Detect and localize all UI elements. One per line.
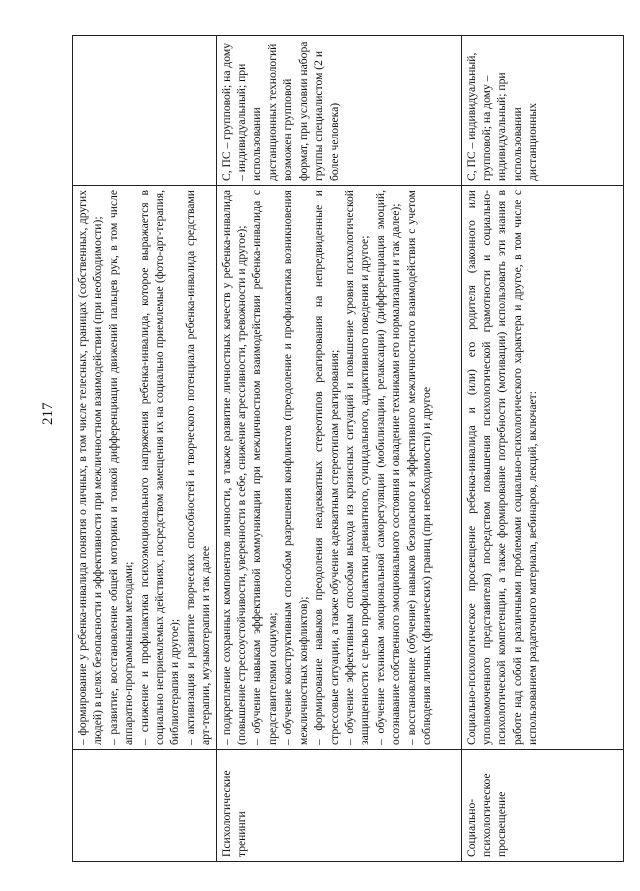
content-item: – обучение эффективным способам выхода из кризисных ситуаций и повышение уровня психологической защищенности с целью профилактики девиантного, суицидального, аддиктивного поведения и другое; xyxy=(342,190,372,745)
content-item: – восстановление (обучение) навыков безопасного и эффективного межличностного взаимодействия с учетом соблюдения личных (физических) границ (при необходимости) и другое xyxy=(404,190,433,745)
service-content-cell xyxy=(461,186,623,750)
content-item: – подкрепление сохранных компонентов личности, а также развитие личностных качеств у ребенка-инвалида (повышение стрессоустойчивости, уверенности в себе, снижение агрессивности, тревожности и другое); xyxy=(219,190,249,745)
content-item: – формирование навыков преодоления неадекватных стереотипов реагирования на непредвиденные и стрессовые ситуации, а также обучение адекватным стереотипам реагирования; xyxy=(312,190,341,745)
services-table xyxy=(72,35,624,862)
page-number: 217 xyxy=(40,402,56,425)
service-forms-cell: С, ПС – групповой; на дому – индивидуальный; при использовании дистанционных технологий возможен групповой формат, при условии набора группы специалистом (2 и более человека) xyxy=(216,36,461,186)
table-row xyxy=(216,36,461,862)
service-name-cell: Социально-психологическое просвещение xyxy=(461,750,623,862)
rotated-document xyxy=(72,36,624,862)
service-content-cell xyxy=(216,186,461,750)
table-row xyxy=(73,36,217,862)
service-name-cell xyxy=(73,750,217,862)
content-item: – активизация и развитие творческих способностей и творческого потенциала ребенка-инвалида средствами арт-терапии, музыкотерапии и так далее xyxy=(183,190,213,745)
content-item: – обучение конструктивным способам разрешения конфликтов (преодоление и профилактика возникновения межличностных конфликтов); xyxy=(281,190,310,745)
content-item: – обучение техникам эмоциональной саморегуляции (мобилизации, релаксации) (дифференциация эмоций, осознавание собственного эмоционального состояния и овладение техниками его нормализации и так далее); xyxy=(373,190,403,745)
content-item: – обучение навыкам эффективной коммуникации при межличностном взаимодействии ребенка-инвалида с представителями социума; xyxy=(250,190,279,745)
page-number-wrap xyxy=(40,399,62,439)
table-row xyxy=(461,36,623,862)
service-forms-cell: С, ПС – индивидуальный, групповой; на дому – индивидуальный; при использовании дистанционных xyxy=(461,36,623,186)
content-item: Социально-психологическое просвещение ребенка-инвалида и (или) его родителя (законного или уполномоченного представителя) посредством повышения психологической грамотности и социально-психологической компетенции, а также формирование потребности (мотивации) использовать эти знания в работе над собой и различными проблемами социально-психологического характера и другое, в том числе с использованием раздаточного материала, вебинаров, лекций, включает: xyxy=(464,190,540,745)
content-item: – формирование у ребенка-инвалида понятия о личных, в том числе телесных, границах (собственных, других людей) в целях безопасности и эффективности при межличностном взаимодействии (при необходимости); xyxy=(76,190,105,745)
content-item: – развитие, восстановление общей моторики и тонкой дифференциации движений пальцев рук, в том числе аппаратно-программными методами; xyxy=(106,190,136,745)
service-content-cell xyxy=(73,186,217,750)
service-forms-cell xyxy=(73,36,217,186)
service-name-cell: Психологические тренинги xyxy=(216,750,461,862)
content-item: – снижение и профилактика психоэмоционального напряжения ребенка-инвалида, которое выражается в социально неприемлемых действиях, посредством замещения их на социально приемлемые (фото-арт-терапия, библиотерапия и другое); xyxy=(137,190,182,745)
